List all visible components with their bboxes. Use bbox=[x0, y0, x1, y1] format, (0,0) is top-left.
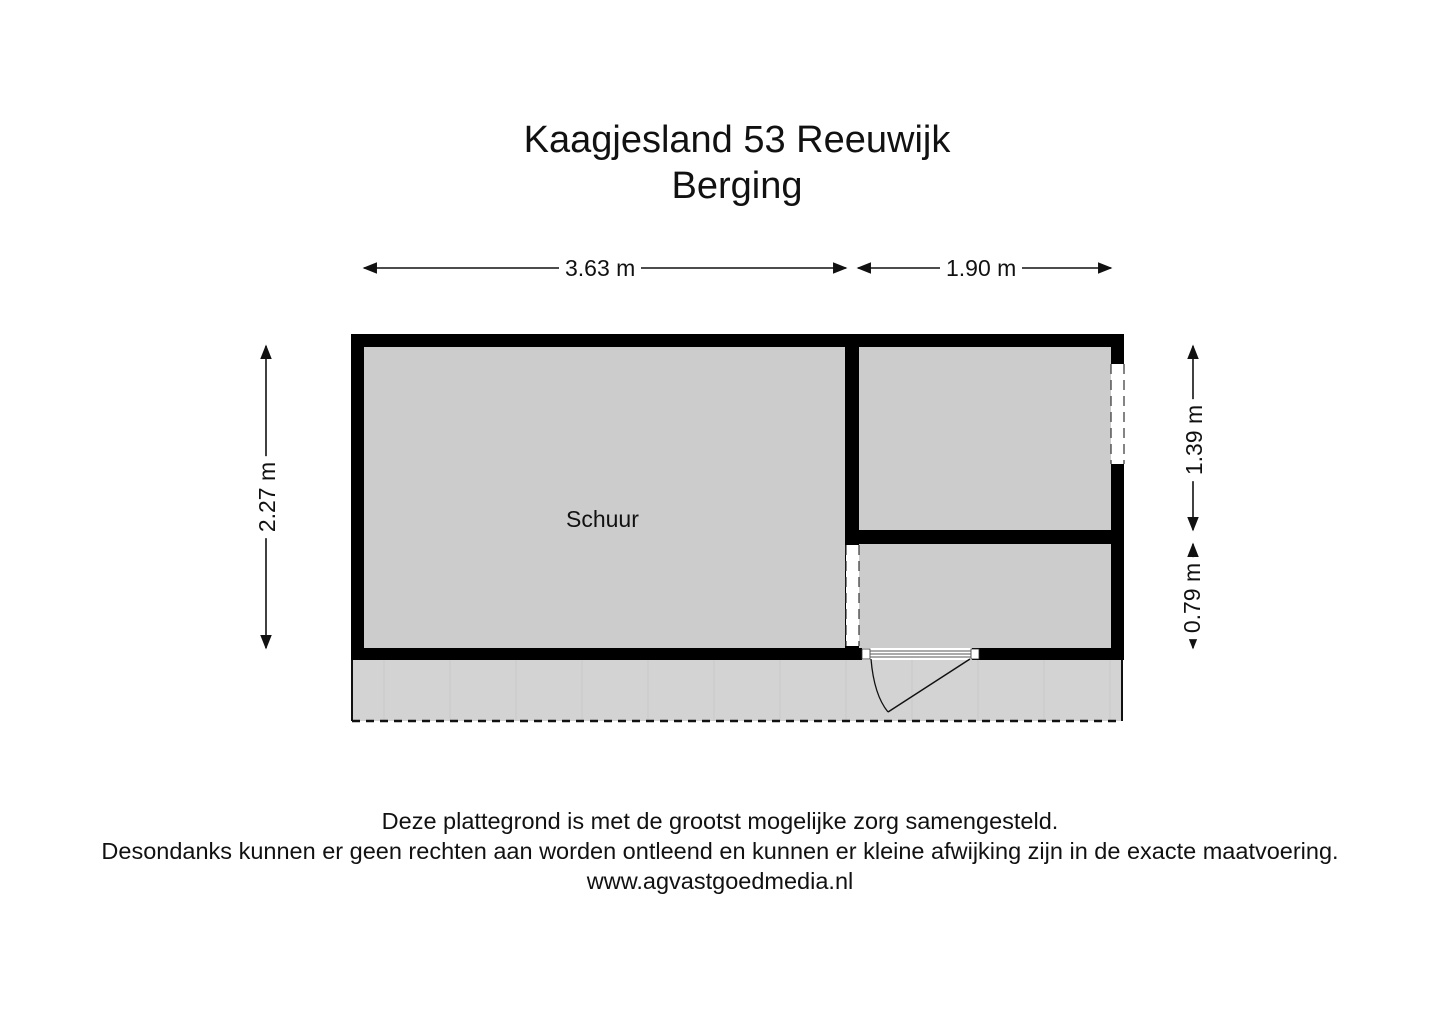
disclaimer-line-1: Deze plattegrond is met de grootst mogelijke zorg samengesteld. bbox=[381, 808, 1059, 834]
room-label-schuur: Schuur bbox=[566, 506, 639, 532]
dimension-top-right: 1.90 m bbox=[940, 255, 1022, 281]
room-storage-lower bbox=[859, 544, 1111, 648]
dimension-top-left: 3.63 m bbox=[559, 255, 641, 281]
dimension-left: 2.27 m bbox=[254, 456, 280, 538]
dimension-right-upper: 1.39 m bbox=[1181, 399, 1207, 481]
disclaimer-line-2: Desondanks kunnen er geen rechten aan worden ontleend en kunnen er kleine afwijking zijn in de exacte maatvoering. bbox=[101, 838, 1339, 864]
window-internal bbox=[846, 545, 859, 646]
room-schuur bbox=[364, 347, 845, 648]
plan-floor-title: Berging bbox=[671, 165, 803, 207]
room-storage-upper bbox=[859, 347, 1111, 530]
plan-address-title: Kaagjesland 53 Reeuwijk bbox=[523, 119, 951, 161]
window-right bbox=[1111, 364, 1124, 464]
terrace-area bbox=[351, 660, 1123, 721]
website-link[interactable]: www.agvastgoedmedia.nl bbox=[586, 868, 854, 894]
dimension-right-lower: 0.79 m bbox=[1179, 557, 1205, 639]
